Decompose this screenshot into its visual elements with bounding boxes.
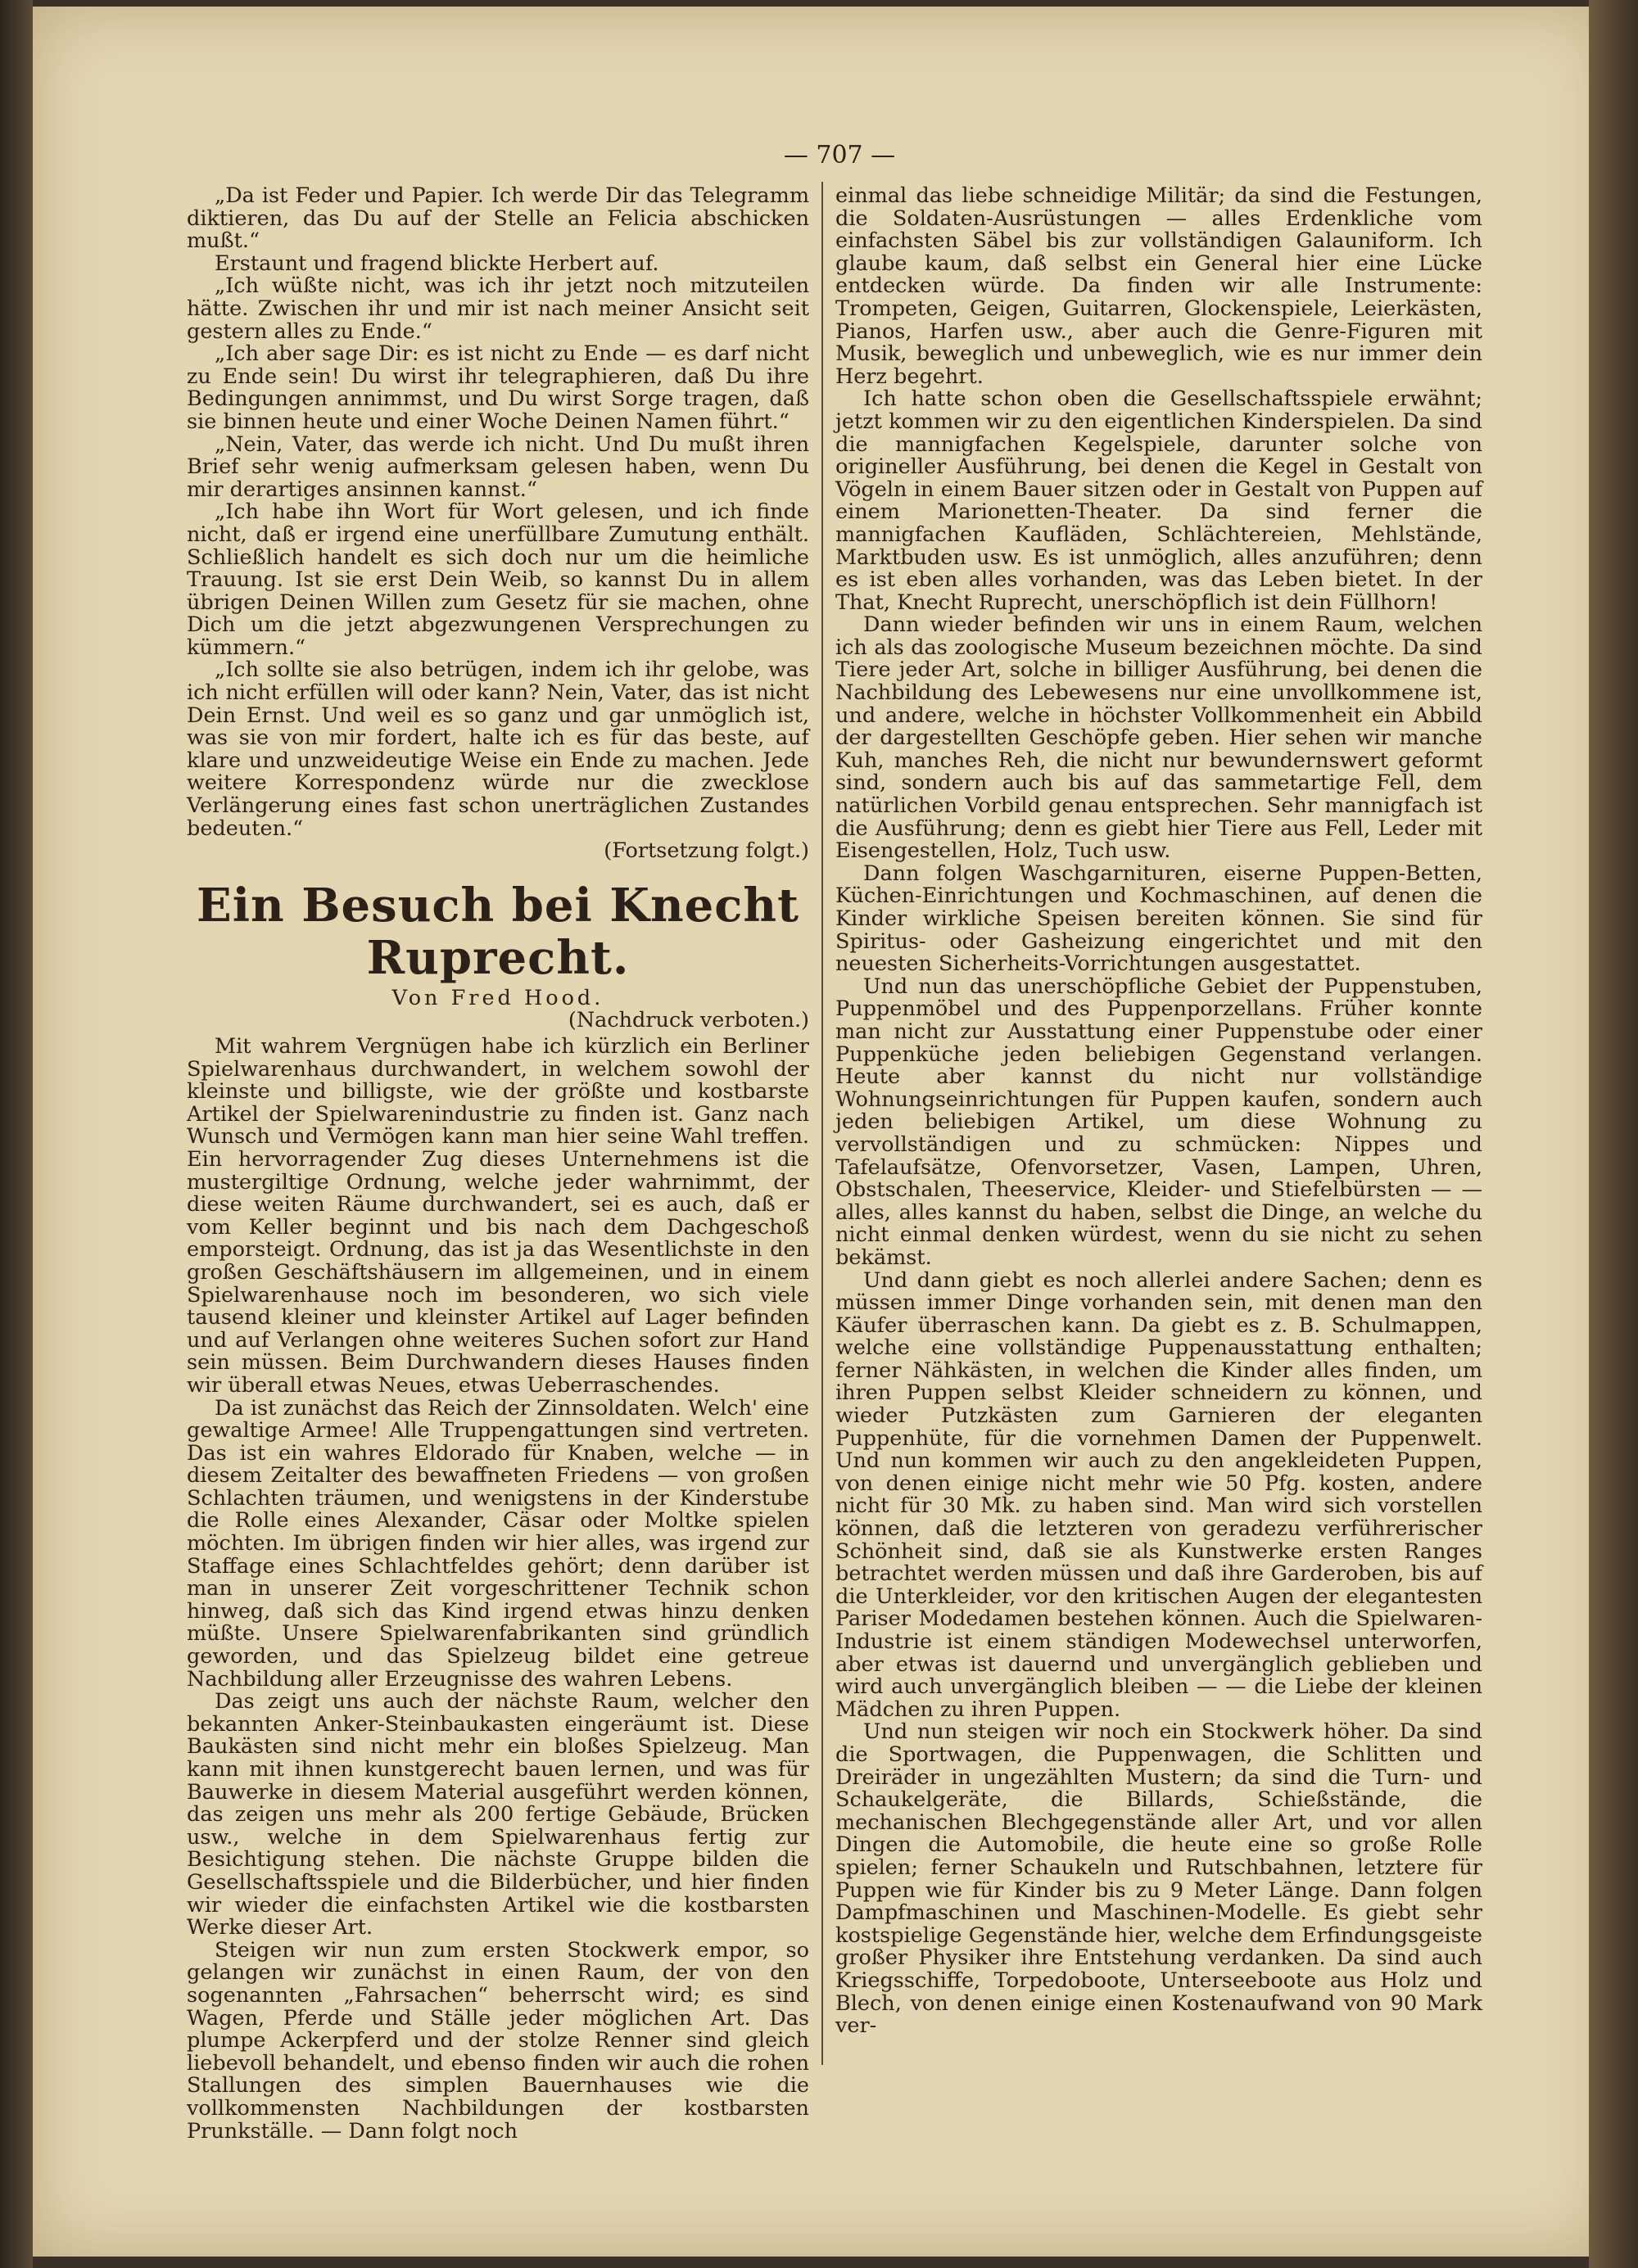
page-number: — 707 — xyxy=(783,141,896,169)
book-spine xyxy=(1589,0,1638,2268)
paragraph: „Ich habe ihn Wort für Wort gelesen, und ich finde nicht, daß er irgend eine unerfüllbare Zumutung enthält. Schließlich handelt es sich doch nur um die heimliche Trauung. Ist sie erst Dein Weib, so kannst Du in allem übrigen Deinen Willen zum Gesetz für sie machen, ohne Dich um die jetzt abgezwungenen Versprechungen zu kümmern.“ xyxy=(187,499,809,660)
paragraph: „Ich sollte sie also betrügen, indem ich ihr gelobe, was ich nicht erfüllen will oder kann? Nein, Vater, das ist nicht Dein Ernst. Und weil es so ganz und gar unmöglich ist, was sie von mir fordert, halte ich es für das beste, auf klare und unzweideutige Weise ein Ende zu machen. Jede weitere Korrespondenz würde nur die zwecklose Verlängerung eines fast schon unerträglichen Zustandes bedeuten.“ xyxy=(187,657,809,841)
paragraph: „Ich aber sage Dir: es ist nicht zu Ende — es darf nicht zu Ende sein! Du wirst ihr telegraphieren, daß Du ihre Bedingungen annimmst, und Du wirst Sorge tragen, daß sie binnen heute und einer Woche Deinen Namen führt.“ xyxy=(187,341,809,434)
paragraph: „Ich wüßte nicht, was ich ihr jetzt noch mitzuteilen hätte. Zwischen ihr und mir ist nach meiner Ansicht seit gestern alles zu Ende.“ xyxy=(187,273,809,344)
paragraph: „Nein, Vater, das werde ich nicht. Und Du mußt ihren Brief sehr wenig aufmerksam gelesen haben, wenn Du mir derartiges ansinnen kannst.“ xyxy=(187,431,809,502)
paragraph: Und nun das unerschöpfliche Gebiet der Puppenstuben, Puppenmöbel und des Puppenporzellans. Früher konnte man nicht zur Ausstattung einer Puppenstube oder einer Puppenküche jeden beliebigen Gegenstand verlangen. Heute aber kannst du nicht nur vollständige Wohnungseinrichtungen für Puppen kaufen, sondern auch jeden beliebigen Artikel, um diese Wohnung zu vervollständigen und zu schmücken: Nippes und Tafelaufsätze, Ofenvorsetzer, Vasen, Lampen, Uhren, Obstschalen, Theeservice, Kleider- und Stiefelbürsten — — alles, alles kannst du haben, selbst die Dinge, an welche du nicht einmal denken würdest, wenn du sie nicht zu sehen bekämst. xyxy=(835,974,1482,1270)
byline: Von Fred Hood. xyxy=(391,985,604,1010)
continuation-note: (Fortsetzung folgt.) xyxy=(604,838,809,864)
paragraph: Mit wahrem Vergnügen habe ich kürzlich ein Berliner Spielwarenhaus durchwandert, in welchem sowohl der kleinste und billigste, wie der größte und kostbarste Artikel der Spielwarenindustrie zu finden ist. Ganz nach Wunsch und Vermögen kann man hier seine Wahl treffen. Ein hervorragender Zug dieses Unternehmens ist die mustergiltige Ordnung, welche jeder wahrnimmt, der diese weiten Räume durchwandert, sei es auch, daß er vom Keller beginnt und bis nach dem Dachgeschoß emporsteigt. Ordnung, das ist ja das Wesentlichste in den großen Geschäftshäusern im allgemeinen, und in einem Spielwarenhause noch im besonderen, wo sich viele tausend kleiner und kleinster Artikel auf Lager befinden und auf Verlangen ohne weiteres Suchen sofort zur Hand sein müssen. Beim Durchwandern dieses Hauses finden wir überall etwas Neues, etwas Ueberraschendes. xyxy=(187,1034,809,1398)
left-binding-edge xyxy=(0,0,33,2268)
paragraph: Dann wieder befinden wir uns in einem Raum, welchen ich als das zoologische Museum bezeichnen möchte. Da sind Tiere jeder Art, solche in billiger Ausführung, bei denen die Nachbildung des Lebewesens nur eine unvollkommene ist, und andere, welche in höchster Vollkommenheit ein Abbild der dargestellten Geschöpfe geben. Hier sehen wir manche Kuh, manches Reh, die nicht nur bewundernswert geformt sind, sondern auch bis auf das sammetartige Fell, dem natürlichen Vorbild genau entsprechen. Sehr mannigfach ist die Ausführung; denn es giebt hier Tiere aus Fell, Leder mit Eisengestellen, Holz, Tuch usw. xyxy=(835,612,1482,864)
paragraph: einmal das liebe schneidige Militär; da sind die Festungen, die Soldaten-Ausrüstungen — alles Erdenkliche vom einfachsten Säbel bis zur vollständigen Galauniform. Ich glaube kaum, daß selbst ein General hier eine Lücke entdecken würde. Da finden wir alle Instrumente: Trompeten, Geigen, Guitarren, Glockenspiele, Leierkästen, Pianos, Harfen usw., aber auch die Genre-Figuren mit Musik, beweglich und unbeweglich, wie es nur immer dein Herz begehrt. xyxy=(835,183,1482,389)
column-divider xyxy=(821,182,823,2065)
paragraph: „Da ist Feder und Papier. Ich werde Dir das Telegramm diktieren, das Du auf der Stelle an Felicia abschicken mußt.“ xyxy=(187,183,809,254)
paragraph: Steigen wir nun zum ersten Stockwerk empor, so gelangen wir zunächst in einen Raum, der von den sogenannten „Fahrsachen“ beherrscht wird; es sind Wagen, Pferde und Ställe jeder möglichen Art. Das plumpe Ackerpferd und der stolze Renner sind gleich liebevoll behandelt, und ebenso finden wir auch die rohen Stallungen des simplen Bauernhauses wie die vollkommensten Nachbildungen der kostbarsten Prunkställe. — Dann folgt noch xyxy=(187,1937,809,2144)
paragraph: Und nun steigen wir noch ein Stockwerk höher. Da sind die Sportwagen, die Puppenwagen, die Schlitten und Dreiräder in ungezählten Mustern; da sind die Turn- und Schaukelgeräte, die Billards, Schießstände, die mechanischen Blechgegenstände aller Art, und vor allen Dingen die Automobile, die heute eine so große Rolle spielen; ferner Schaukeln und Rutschbahnen, letztere für Puppen wie für Kinder bis zu 9 Meter Länge. Dann folgen Dampfmaschinen und Maschinen-Modelle. Es giebt sehr kostspielige Gegenstände hier, welche dem Erfindungsgeiste großer Physiker ihre Entstehung verdanken. Da sind auch Kriegsschiffe, Torpedoboote, Unterseeboote aus Holz und Blech, von denen einige einen Kostenaufwand von 90 Mark ver- xyxy=(835,1719,1482,2039)
paragraph: Ich hatte schon oben die Gesellschaftsspiele erwähnt; jetzt kommen wir zu den eigentlichen Kinderspielen. Da sind die mannigfachen Kegelspiele, darunter solche von origineller Ausführung, bei denen die Kegel in Gestalt von Vögeln in einem Bauer sitzen oder in Gestalt von Puppen auf einem Marionetten-Theater. Da sind ferner die mannigfachen Kaufläden, Schlächtereien, Mehlstände, Marktbuden usw. Es ist unmöglich, alles anzuführen; denn es ist eben alles vorhanden, was das Leben bietet. In der That, Knecht Ruprecht, unerschöpflich ist dein Füllhorn! xyxy=(835,386,1482,615)
paragraph: Erstaunt und fragend blickte Herbert auf. xyxy=(215,251,659,276)
paragraph: Dann folgen Waschgarnituren, eiserne Puppen-Betten, Küchen-Einrichtungen und Kochmaschinen, auf denen die Kinder wirkliche Speisen bereiten können. Sie sind für Spiritus- oder Gasheizung eingerichtet und mit den neuesten Sicherheits-Vorrichtungen ausgestattet. xyxy=(835,861,1482,977)
right-column xyxy=(835,185,1482,2038)
left-column xyxy=(187,185,809,2143)
paragraph: Und dann giebt es noch allerlei andere Sachen; denn es müssen immer Dinge vorhanden sein, mit denen man den Käufer überraschen kann. Da giebt es z. B. Schulmappen, welche eine vollständige Puppenausstattung enthalten; ferner Nähkästen, in welchen die Kinder alles finden, um ihren Puppen selbst Kleider schneidern zu können, und wieder Putzkästen zum Garnieren der eleganten Puppenhüte, für die vornehmen Damen der Puppenwelt. Und nun kommen wir auch zu den angekleideten Puppen, von denen einige nicht mehr wie 50 Pfg. kosten, andere nicht für 30 Mk. zu haben sind. Man wird sich vorstellen können, daß die letzteren von geradezu verführerischer Schönheit sind, daß sie als Kunstwerke ersten Ranges betrachtet werden müssen und daß ihre Garderoben, bis auf die Unterkleider, vor den kritischen Augen der elegantesten Pariser Modedamen bestehen können. Auch die Spielwaren-Industrie ist einem ständigen Modewechsel unterworfen, aber etwas ist dauernd und unvergänglich geblieben und wird auch unvergänglich bleiben — — die Liebe der kleinen Mädchen zu ihren Puppen. xyxy=(835,1267,1482,1722)
paragraph: Das zeigt uns auch der nächste Raum, welcher den bekannten Anker-Steinbaukasten eingeräumt ist. Diese Baukästen sind nicht mehr ein bloßes Spielzeug. Man kann mit ihnen kunstgerecht bauen lernen, und was für Bauwerke in diesem Material ausgeführt werden können, das zeigen uns mehr als 200 fertige Gebäude, Brücken usw., welche in dem Spielwarenhaus fertig zur Besichtigung stehen. Die nächste Gruppe bilden die Gesellschaftsspiele und die Bilderbücher, und hier finden wir wieder die einfachsten Artikel wie die kostbarsten Werke dieser Art. xyxy=(187,1689,809,1940)
reprint-note: (Nachdruck verboten.) xyxy=(568,1008,809,1033)
paragraph: Da ist zunächst das Reich der Zinnsoldaten. Welch' eine gewaltige Armee! Alle Truppengattungen sind vertreten. Das ist ein wahres Eldorado für Knaben, welche — in diesem Zeitalter des bewaffneten Friedens — von großen Schlachten träumen, und wenigstens in der Kinderstube die Rolle eines Alexander, Cäsar oder Moltke spielen möchten. Im übrigen finden wir hier alles, was irgend zur Staffage eines Schlachtfeldes gehört; denn darüber ist man in unserer Zeit vorgeschrittener Technik schon hinweg, daß sich das Kind irgend etwas hinzu denken müßte. Unsere Spielwarenfabrikanten sind gründlich geworden, und das Spielzeug bildet eine getreue Nachbildung aller Erzeugnisse des wahren Lebens. xyxy=(187,1395,809,1692)
article-title: Ein Besuch bei Knecht Ruprecht. xyxy=(197,878,799,985)
